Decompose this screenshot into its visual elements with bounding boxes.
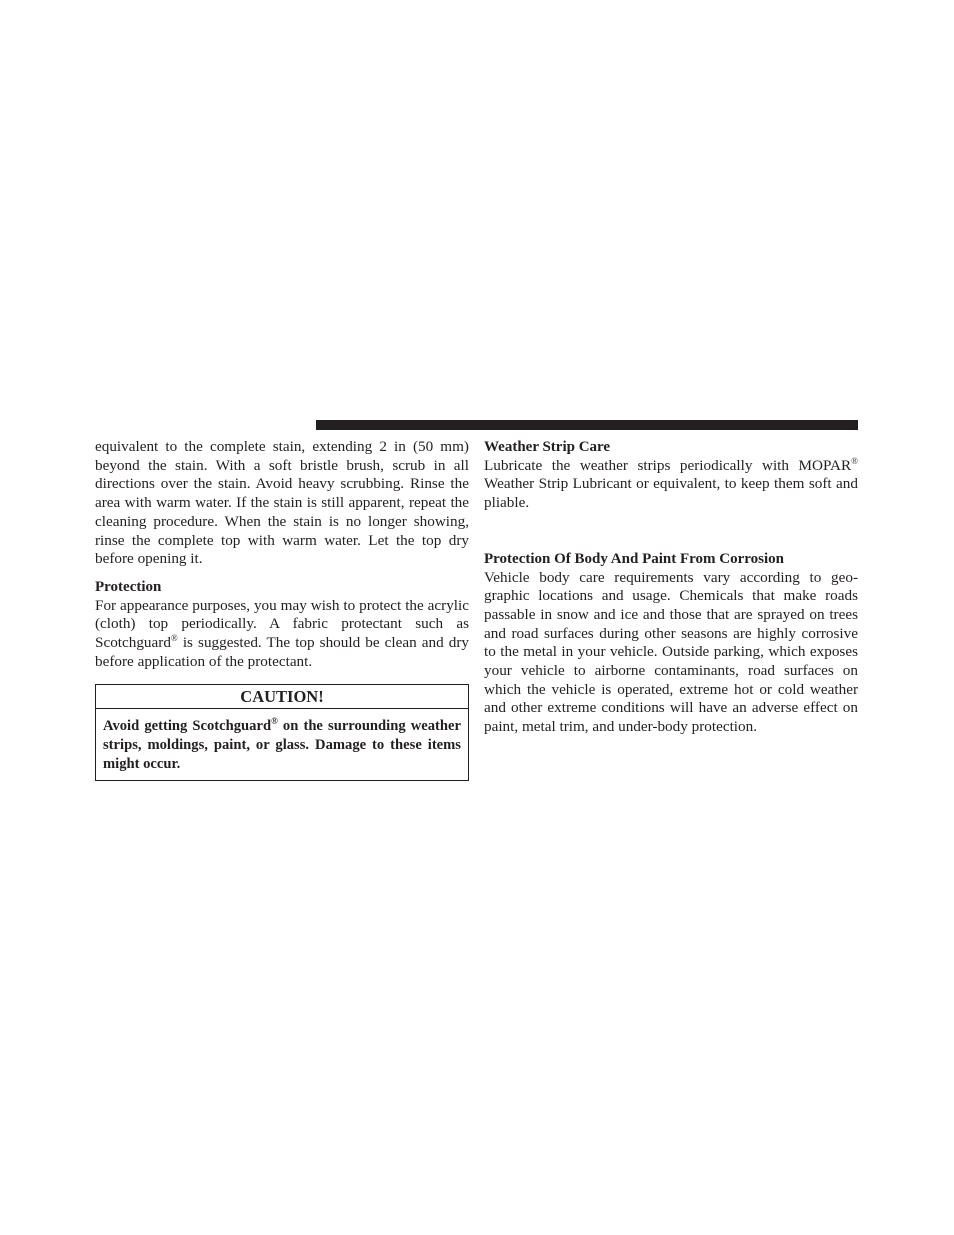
corrosion-heading: Protection Of Body And Paint From Corrosion (484, 550, 784, 567)
left-column (95, 438, 469, 781)
protection-heading: Protection (95, 578, 162, 595)
caution-box (95, 684, 469, 781)
registered-mark: ® (170, 632, 178, 643)
registered-mark: ® (271, 716, 278, 727)
protection-paragraph: For appearance purposes, you may wish to protect the acrylic (cloth) top periodically. A fabric protectant such as Scotchguard® is suggested. The top should be clean and dry before application of the protectant. (95, 596, 469, 670)
right-column (484, 438, 858, 737)
caution-text: Avoid getting Scotchguard® on the surrounding weather strips, moldings, paint, or glass. Damage to these items might occur. (103, 716, 461, 772)
weather-strip-heading: Weather Strip Care (484, 439, 611, 455)
caution-title: CAUTION! (96, 685, 468, 709)
stain-cleaning-paragraph: equivalent to the complete stain, extending 2 in (50 mm) beyond the stain. With a soft bristle brush, scrub in all directions over the stain. Avoid heavy scrubbing. Rinse the area with warm water. If the stain is still apparent, repeat the cleaning procedure. When the stain is no longer showing, rinse the complete top with warm water. Let the top dry before opening it. (95, 438, 469, 568)
weather-strip-paragraph: Lubricate the weather strips periodically with MOPAR® Weather Strip Lubricant or equivalent, to keep them soft and pliable. (484, 455, 858, 512)
corrosion-paragraph: Vehicle body care requirements vary according to geo-graphic locations and usage. Chemicals that make roads passable in snow and ice and those that are sprayed on trees and road surfaces during other seasons are highly corrosive to the metal in your vehicle. Outside parking, which exposes your vehicle to airborne contaminants, road surfaces on which the vehicle is operated, extreme hot or cold weather and other extreme conditions will have an adverse effect on paint, metal trim, and under-body protection. (484, 568, 858, 736)
registered-mark: ® (851, 455, 858, 466)
section-header-bar (316, 420, 858, 430)
